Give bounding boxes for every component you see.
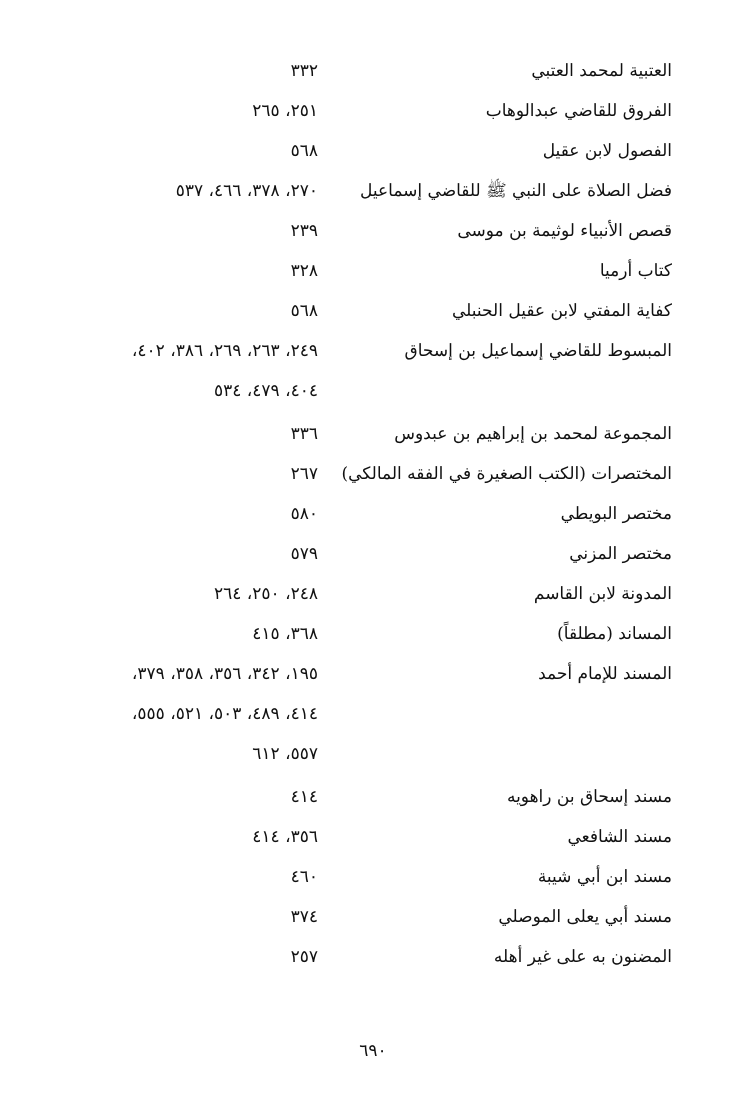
entry-title: الفصول لابن عقيل — [542, 141, 672, 161]
index-entry — [0, 52, 746, 92]
index-entry — [0, 252, 746, 292]
entry-pages: ٣٣٢ — [290, 61, 318, 81]
entry-pages: ٢٦٧ — [290, 464, 318, 484]
entry-title: مسند الشافعي — [567, 827, 672, 847]
index-entry — [0, 172, 746, 212]
entry-title: المدونة لابن القاسم — [533, 584, 672, 604]
entry-pages: ٢٥١، ٢٦٥ — [252, 101, 318, 121]
entry-pages: ٤٦٠ — [290, 867, 318, 887]
index-entry — [0, 495, 746, 535]
entry-title: الفروق للقاضي عبدالوهاب — [485, 101, 672, 121]
index-entry — [0, 938, 746, 978]
index-entry-continuation — [0, 372, 746, 412]
page-number: ٦٩٠ — [359, 1041, 387, 1061]
entry-title: كتاب أرميا — [599, 261, 672, 281]
index-entry-continuation — [0, 735, 746, 775]
entry-title: مختصر البويطي — [560, 504, 672, 524]
index-entry — [0, 858, 746, 898]
entry-pages: ٣٧٤ — [290, 907, 318, 927]
index-entry — [0, 132, 746, 172]
index-entry — [0, 455, 746, 495]
entry-title: العتبية لمحمد العتبي — [531, 61, 672, 81]
entry-title: مسند إسحاق بن راهويه — [506, 787, 672, 807]
index-list — [0, 52, 746, 978]
entry-pages: ٢٧٠، ٣٧٨، ٤٦٦، ٥٣٧ — [175, 181, 318, 201]
index-entry — [0, 332, 746, 372]
entry-pages: ٤٠٤، ٤٧٩، ٥٣٤ — [214, 381, 318, 401]
entry-pages: ٣٣٦ — [290, 424, 318, 444]
entry-pages: ٢٤٩، ٢٦٣، ٢٦٩، ٣٨٦، ٤٠٢، — [131, 341, 318, 361]
entry-title: المجموعة لمحمد بن إبراهيم بن عبدوس — [394, 424, 672, 444]
entry-title: مسند أبي يعلى الموصلي — [498, 907, 672, 927]
index-entry — [0, 415, 746, 455]
entry-pages: ٢٤٨، ٢٥٠، ٢٦٤ — [214, 584, 318, 604]
index-entry — [0, 575, 746, 615]
entry-title: المسند للإمام أحمد — [538, 664, 672, 684]
entry-pages: ٢٣٩ — [290, 221, 318, 241]
entry-title: فضل الصلاة على النبي ﷺ للقاضي إسماعيل — [360, 181, 672, 201]
entry-title: المبسوط للقاضي إسماعيل بن إسحاق — [404, 341, 672, 361]
entry-title: قصص الأنبياء لوثيمة بن موسى — [457, 221, 672, 241]
index-entry — [0, 212, 746, 252]
entry-pages: ٥٦٨ — [290, 141, 318, 161]
index-entry — [0, 818, 746, 858]
entry-pages: ٢٥٧ — [290, 947, 318, 967]
entry-pages: ٤١٤ — [290, 787, 318, 807]
entry-title: كفاية المفتي لابن عقيل الحنبلي — [451, 301, 672, 321]
entry-pages: ٤١٤، ٤٨٩، ٥٠٣، ٥٢١، ٥٥٥، — [131, 704, 318, 724]
entry-pages: ٣٥٦، ٤١٤ — [252, 827, 318, 847]
entry-title: المختصرات (الكتب الصغيرة في الفقه المالكي) — [341, 464, 672, 484]
entry-pages: ١٩٥، ٣٤٢، ٣٥٦، ٣٥٨، ٣٧٩، — [131, 664, 318, 684]
entry-title: المضنون به على غير أهله — [493, 947, 672, 967]
index-entry — [0, 655, 746, 695]
entry-pages: ٥٥٧، ٦١٢ — [252, 744, 318, 764]
entry-title: المساند (مطلقاً) — [557, 624, 672, 644]
entry-pages: ٥٧٩ — [290, 544, 318, 564]
entry-pages: ٣٦٨، ٤١٥ — [252, 624, 318, 644]
index-entry — [0, 535, 746, 575]
index-entry — [0, 92, 746, 132]
index-entry-continuation — [0, 695, 746, 735]
entry-title: مختصر المزني — [569, 544, 672, 564]
entry-pages: ٣٢٨ — [290, 261, 318, 281]
entry-pages: ٥٦٨ — [290, 301, 318, 321]
entry-pages: ٥٨٠ — [290, 504, 318, 524]
entry-title: مسند ابن أبي شيبة — [537, 867, 672, 887]
index-entry — [0, 292, 746, 332]
index-entry — [0, 778, 746, 818]
index-entry — [0, 898, 746, 938]
index-entry — [0, 615, 746, 655]
